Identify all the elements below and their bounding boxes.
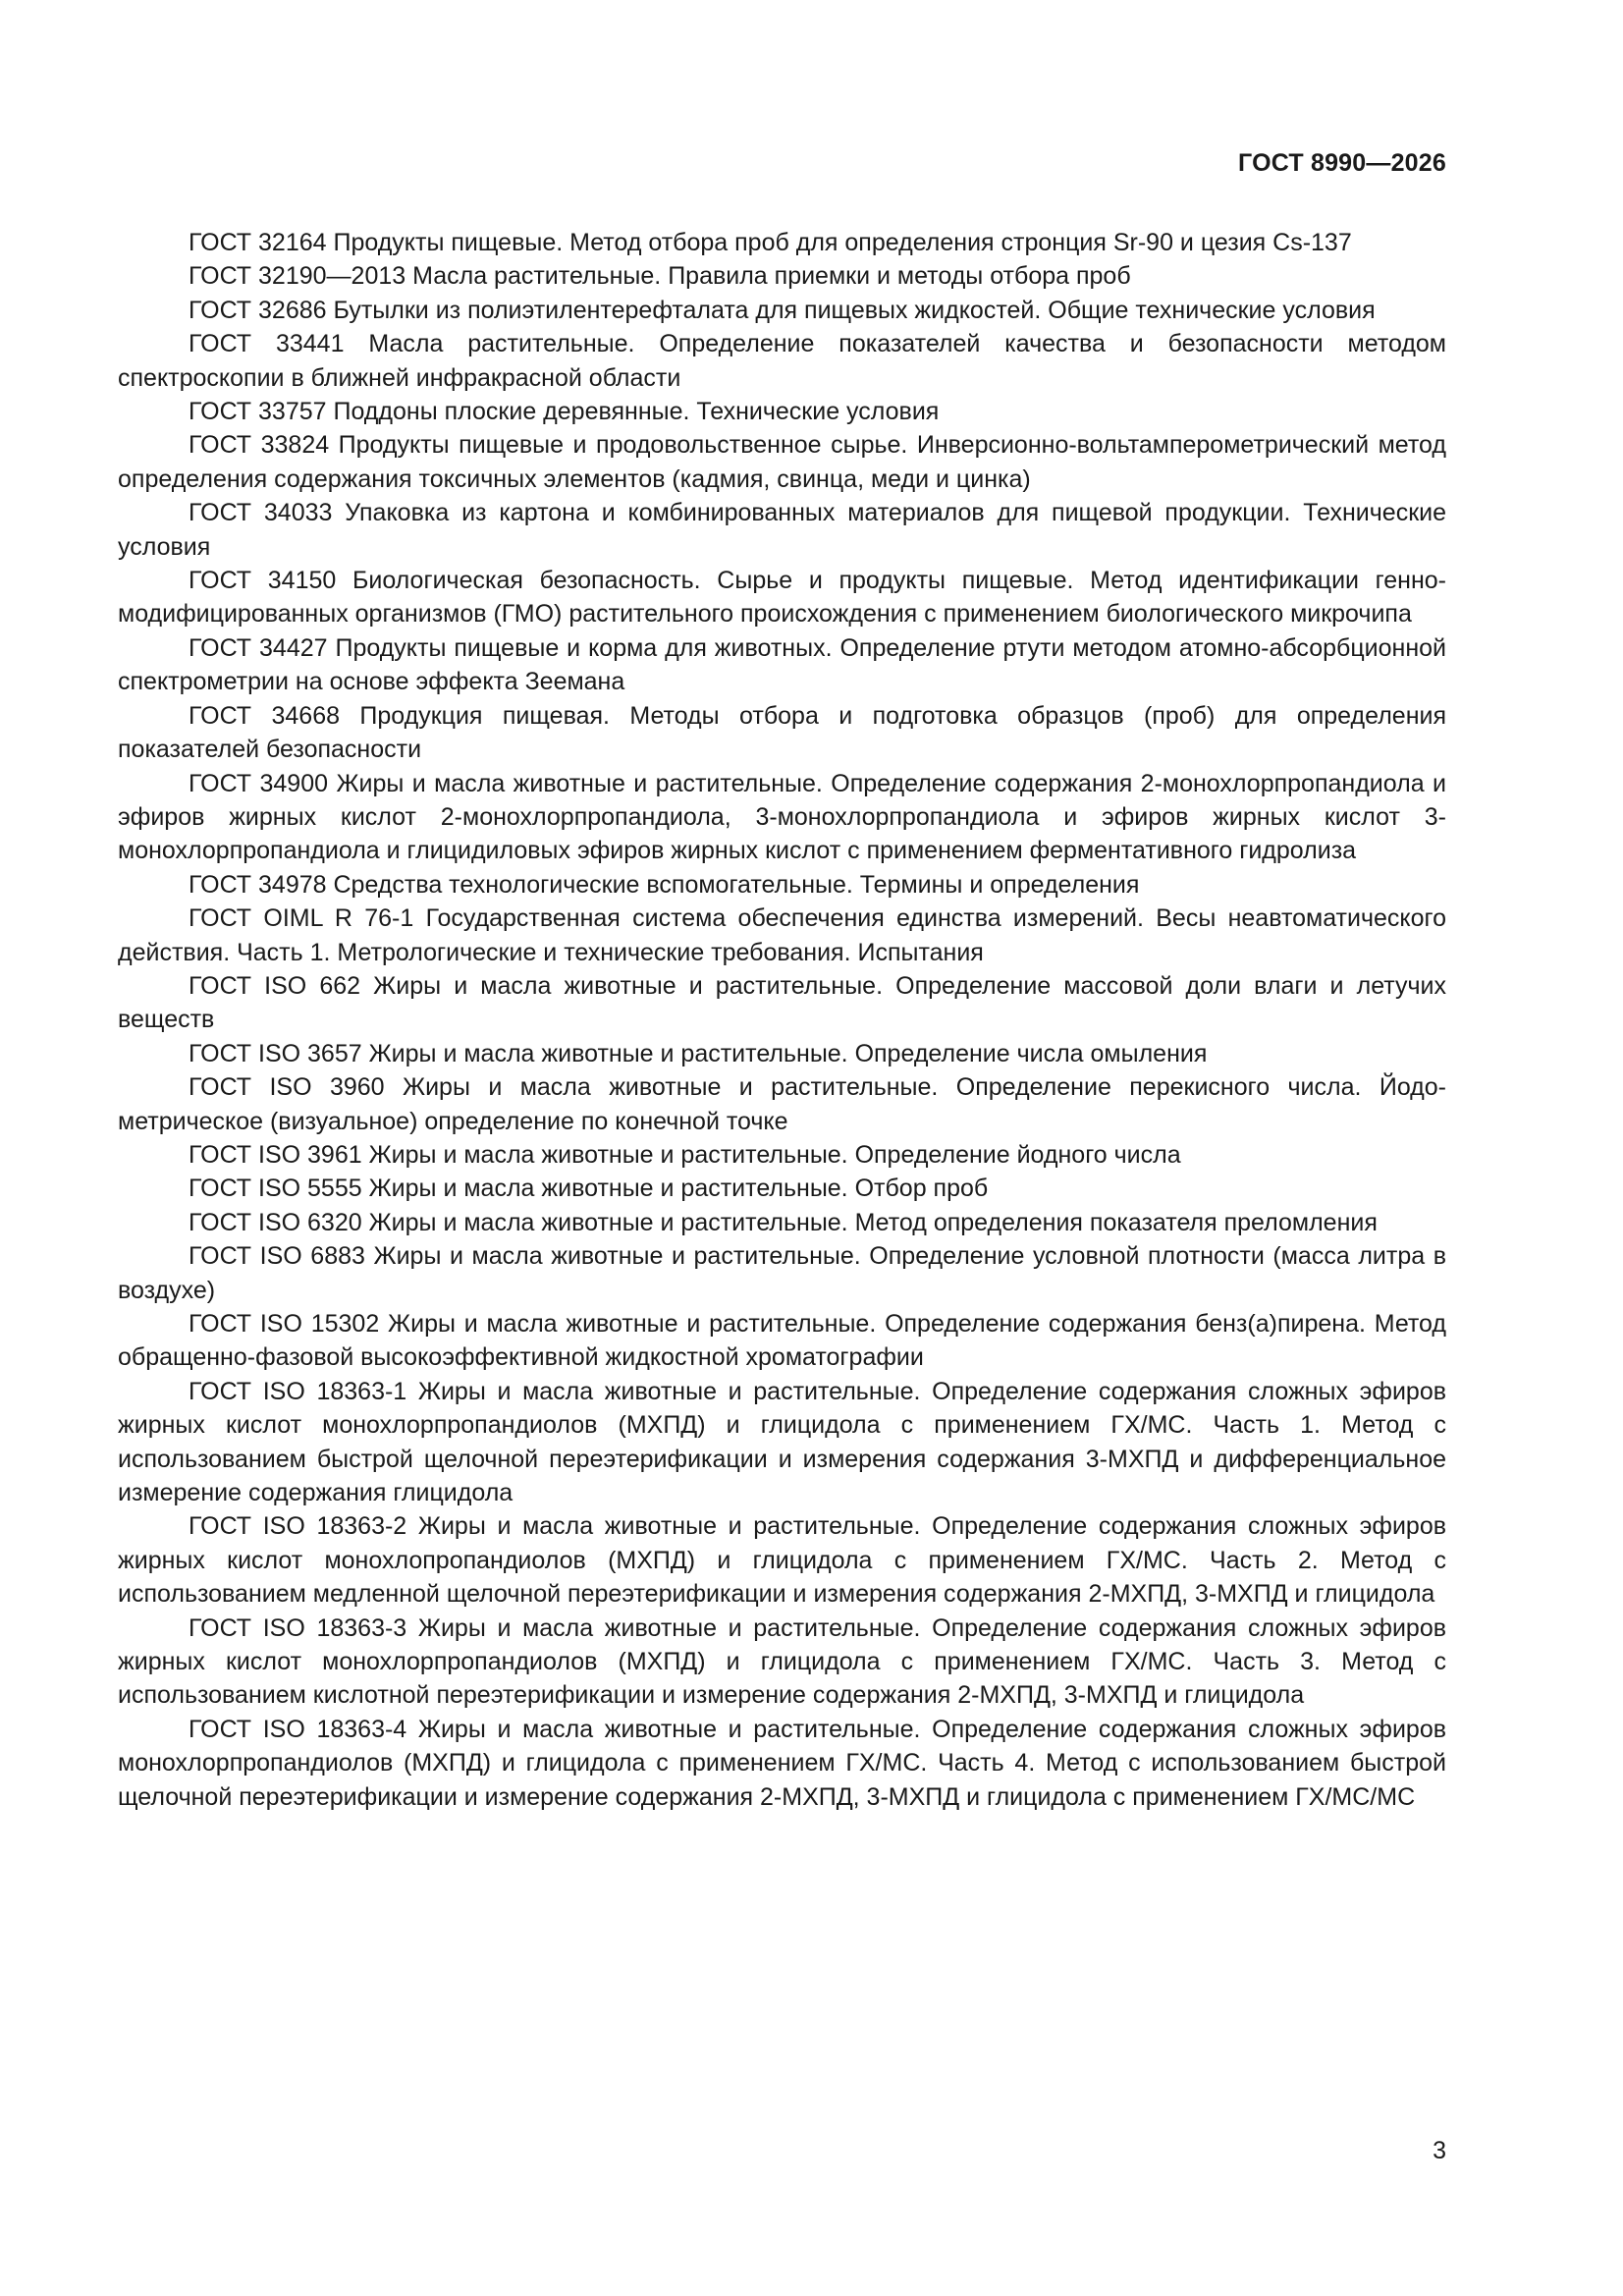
reference-entry: ГОСТ 34978 Средства технологические вспомогательные. Термины и определения bbox=[189, 870, 1140, 899]
reference-entry: ГОСТ ISO 5555 Жиры и масла животные и растительные. Отбор проб bbox=[189, 1175, 989, 1203]
reference-entry: ГОСТ ISO 3657 Жиры и масла животные и растительные. Определение числа омыления bbox=[189, 1039, 1208, 1067]
reference-entry: ГОСТ 32190—2013 Масла растительные. Правила приемки и методы отбора проб bbox=[189, 262, 1131, 291]
reference-entry: ГОСТ ISO 6320 Жиры и масла животные и растительные. Метод определения показателя преломления bbox=[189, 1208, 1378, 1236]
document-code-header: ГОСТ 8990—2026 bbox=[1238, 149, 1446, 177]
reference-entry: ГОСТ 33824 Продукты пищевые и продовольственное сырье. Инверсионно-вольтамперометрический метод определения содержания токсичных элементов (кадмия, свинца, меди и цинка) bbox=[118, 431, 1446, 493]
reference-entry: ГОСТ 33441 Масла растительные. Определение показателей качества и безопасности методом спектроскопии в ближней инфракрасной области bbox=[118, 330, 1446, 392]
reference-entry: ГОСТ 32164 Продукты пищевые. Метод отбора проб для определения стронция Sr-90 и цезия Cs-137 bbox=[189, 229, 1352, 256]
reference-entry: ГОСТ ISO 3961 Жиры и масла животные и растительные. Определение йодного числа bbox=[189, 1140, 1181, 1169]
reference-entry: ГОСТ ISO 6883 Жиры и масла животные и растительные. Определение условной плотности (масса литра в воздухе) bbox=[118, 1242, 1446, 1304]
reference-entry: ГОСТ 32686 Бутылки из полиэтилентерефталата для пищевых жидкостей. Общие технические условия bbox=[189, 296, 1376, 324]
reference-entry: ГОСТ ISO 15302 Жиры и масла животные и растительные. Определение содержания бенз(а)пирена. Метод обращенно-фазовой высокоэффективной жидкостной хроматографии bbox=[118, 1310, 1446, 1372]
reference-entry: ГОСТ 34668 Продукция пищевая. Методы отбора и подготовка образцов (проб) для определения показателей безопасности bbox=[118, 701, 1446, 764]
reference-entry: ГОСТ OIML R 76-1 Государственная система обеспечения единства измерений. Весы неавтоматического действия. Часть 1. Метрологические и технические требования. Испытания bbox=[118, 904, 1446, 966]
reference-entry: ГОСТ 34150 Биологическая безопасность. Сырье и продукты пищевые. Метод идентификации генно-модифицированных организмов (ГМО) растительного происхождения с применением биологического микрочипа bbox=[118, 567, 1446, 629]
normative-references-list bbox=[118, 226, 1446, 1814]
reference-entry: ГОСТ ISO 18363-2 Жиры и масла животные и растительные. Определение содержания сложных эфиров жирных кислот монохлопропандиолов (МХПД) и глицидола с применением ГХ/МС. Часть 2. Метод с использованием медленной щелочной переэтерификации и измерения содержания 2-МХПД, 3-МХПД и глицидола bbox=[118, 1512, 1446, 1609]
reference-entry: ГОСТ 34900 Жиры и масла животные и растительные. Определение содержания 2-монохлорпропандиола и эфиров жирных кислот 2-монохлорпропандиола, 3-монохлорпропандиола и эфиров жирных кислот 3-монохлорпропандиола и глицидиловых эфиров жирных кислот с применением ферментативного гидролиза bbox=[118, 769, 1446, 865]
reference-entry: ГОСТ ISO 662 Жиры и масла животные и растительные. Определение массовой доли влаги и летучих веществ bbox=[118, 971, 1446, 1034]
page-number: 3 bbox=[1433, 2137, 1446, 2164]
reference-entry: ГОСТ 34033 Упаковка из картона и комбинированных материалов для пищевой продукции. Технические условия bbox=[118, 499, 1446, 561]
reference-entry: ГОСТ ISO 18363-4 Жиры и масла животные и растительные. Определение содержания сложных эфиров монохлорпропандиолов (МХПД) и глицидола с применением ГХ/МС. Часть 4. Метод с использованием быстрой щелочной переэтерификации и измерение содержания 2-МХПД, 3-МХПД и глицидола с применением ГХ/МС/МС bbox=[118, 1715, 1446, 1811]
reference-entry: ГОСТ 34427 Продукты пищевые и корма для животных. Определение ртути методом атомно-абсорбционной спектрометрии на основе эффекта Зеемана bbox=[118, 633, 1446, 696]
reference-entry: ГОСТ ISO 3960 Жиры и масла животные и растительные. Определение перекисного числа. Йодометрическое (визуальное) определение по конечной точке bbox=[118, 1073, 1446, 1135]
reference-entry: ГОСТ ISO 18363-3 Жиры и масла животные и растительные. Определение содержания сложных эфиров жирных кислот монохлорпропандиолов (МХПД) и глицидола с применением ГХ/МС. Часть 3. Метод с использованием кислотной переэтерификации и измерение содержания 2-МХПД, 3-МХПД и глицидола bbox=[118, 1613, 1446, 1710]
reference-entry: ГОСТ ISO 18363-1 Жиры и масла животные и растительные. Определение содержания сложных эфиров жирных кислот монохлорпропандиолов (МХПД) и глицидола с применением ГХ/МС. Часть 1. Метод с использованием быстрой щелочной переэтерификации и измерения содержания 3-МХПД и дифференциальное измерение содержания глицидола bbox=[118, 1377, 1446, 1507]
reference-entry: ГОСТ 33757 Поддоны плоские деревянные. Технические условия bbox=[189, 398, 940, 426]
